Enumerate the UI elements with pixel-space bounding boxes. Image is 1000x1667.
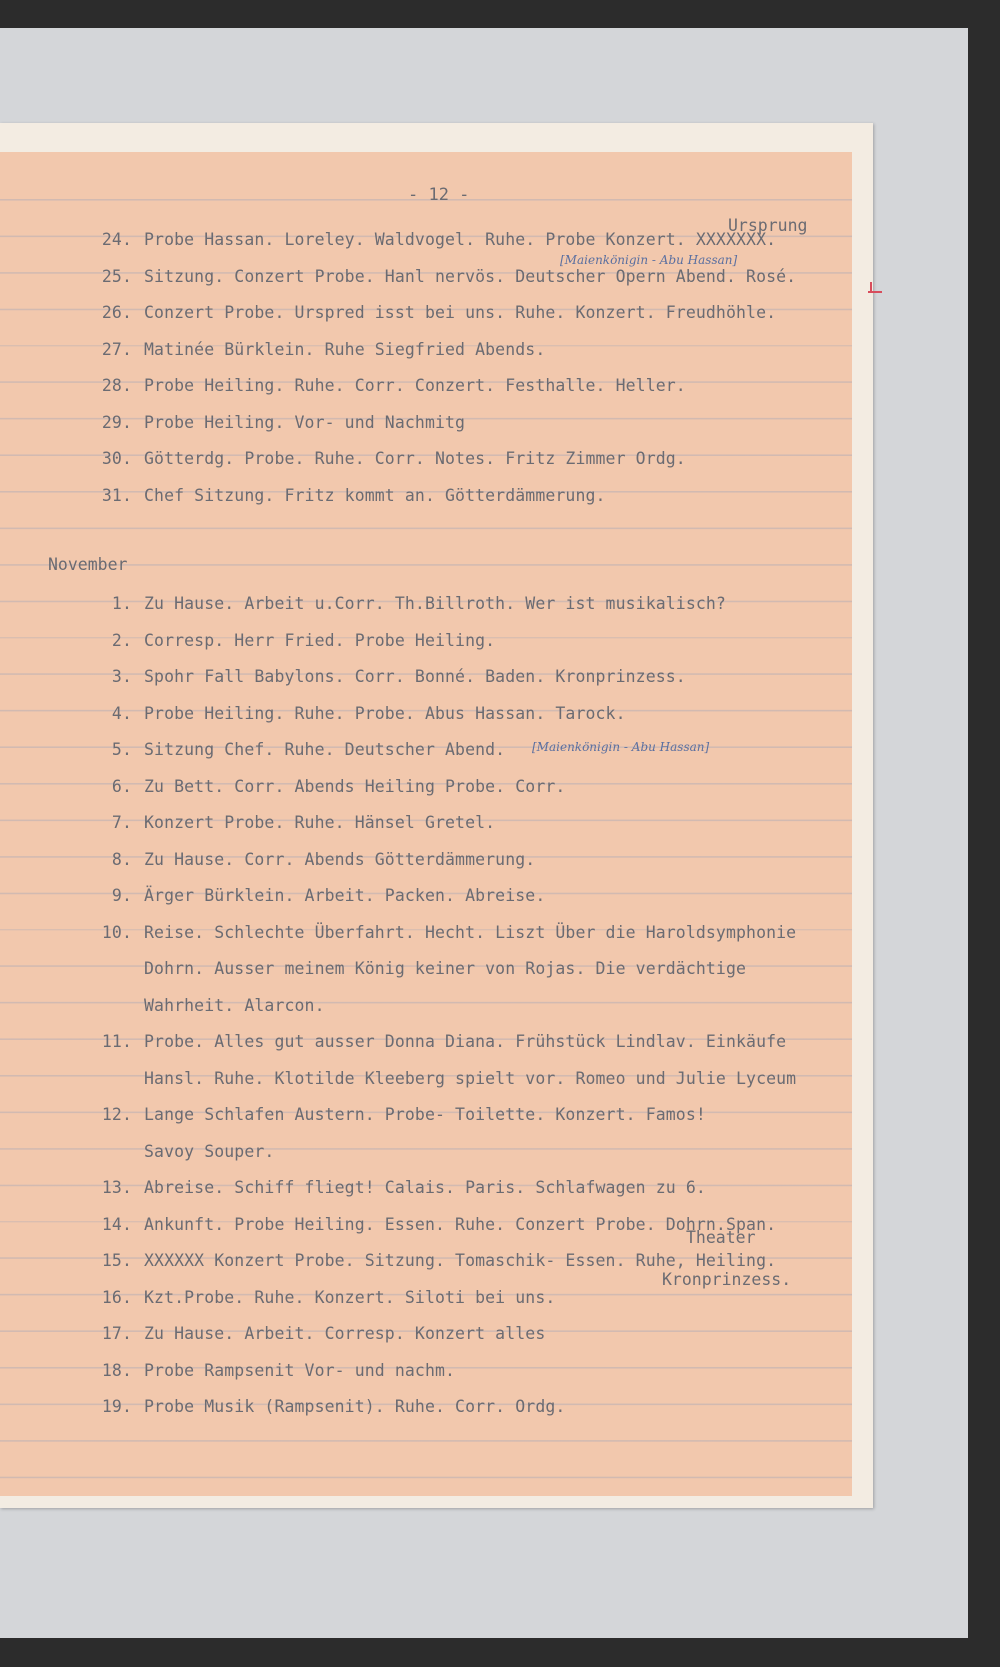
day-number: 4.	[111, 703, 132, 723]
entry-text: Reise. Schlechte Überfahrt. Hecht. Liszt Über die Haroldsymphonie	[144, 922, 797, 942]
entry-text: Probe Heiling. Ruhe. Corr. Conzert. Festhalle. Heller.	[144, 376, 686, 395]
entry-text: Ankunft. Probe Heiling. Essen. Ruhe. Conzert Probe. Dohrn.Span.	[144, 1214, 777, 1234]
diary-line	[0, 374, 960, 398]
diary-line	[0, 994, 960, 1018]
day-number: 8.	[111, 849, 132, 869]
day-number: 14.	[101, 1214, 132, 1234]
diary-line	[0, 1176, 960, 1200]
diary-line	[0, 811, 960, 835]
entry-text: Probe Heiling. Vor- und Nachmitg	[144, 412, 466, 432]
diary-line	[0, 884, 960, 908]
entry-text: Corresp. Herr Fried. Probe Heiling.	[144, 630, 496, 650]
day-number: 19.	[101, 1397, 132, 1416]
day-number: 5.	[111, 740, 132, 759]
entry-text: Matinée Bürklein. Ruhe Siegfried Abends.	[144, 339, 546, 359]
day-number: 27.	[101, 339, 132, 359]
diary-line	[0, 775, 960, 799]
handwritten-note-5: [Maienkönigin - Abu Hassan]	[532, 740, 710, 754]
entry-text: Lange Schlafen Austern. Probe- Toilette. Konzert. Famos!	[144, 1105, 706, 1124]
entry-text: Zu Hause. Arbeit. Corresp. Konzert alles	[144, 1324, 546, 1343]
entry-text: Dohrn. Ausser meinem König keiner von Rojas. Die verdächtige	[144, 959, 747, 978]
diary-line	[0, 228, 960, 252]
day-number: 6.	[111, 776, 132, 796]
entry-text: Kzt.Probe. Ruhe. Konzert. Siloti bei uns.	[144, 1287, 556, 1307]
diary-line	[0, 702, 960, 726]
diary-line	[0, 848, 960, 872]
handwritten-note-25: [Maienkönigin - Abu Hassan]	[560, 253, 738, 267]
diary-line	[0, 921, 960, 945]
entry-text: Savoy Souper.	[144, 1141, 275, 1161]
diary-line	[0, 1067, 960, 1091]
day-number: 31.	[101, 485, 132, 505]
entry-text: Ärger Bürklein. Arbeit. Packen. Abreise.	[144, 886, 546, 905]
entry-text: Zu Bett. Corr. Abends Heiling Probe. Corr.	[144, 776, 566, 796]
diary-line	[0, 1030, 960, 1054]
interlinear-kronprinzess: Kronprinzess.	[662, 1270, 792, 1289]
day-number: 26.	[101, 303, 132, 322]
diary-line	[0, 629, 960, 653]
day-number: 28.	[101, 376, 132, 395]
diary-line	[0, 1286, 960, 1310]
diary-line	[0, 484, 960, 508]
diary-line	[0, 447, 960, 471]
entry-text: Probe. Alles gut ausser Donna Diana. Frühstück Lindlav. Einkäufe	[144, 1032, 787, 1051]
day-number: 25.	[101, 266, 132, 286]
day-number: 24.	[101, 230, 132, 249]
month-heading: November	[48, 555, 128, 574]
diary-line	[0, 338, 960, 362]
diary-line	[0, 1359, 960, 1383]
day-number: 17.	[101, 1324, 132, 1343]
entry-text: Hansl. Ruhe. Klotilde Kleeberg spielt vor. Romeo und Julie Lyceum	[144, 1068, 797, 1088]
entry-text: Probe Heiling. Ruhe. Probe. Abus Hassan. Tarock.	[144, 703, 626, 723]
diary-line	[0, 1140, 960, 1164]
interlinear-theater: Theater	[686, 1228, 756, 1247]
entry-text: Spohr Fall Babylons. Corr. Bonné. Baden. Kronprinzess.	[144, 667, 686, 686]
day-number: 15.	[101, 1251, 132, 1270]
entry-text: Konzert Probe. Ruhe. Hänsel Gretel.	[144, 813, 496, 832]
day-number: 10.	[101, 922, 132, 942]
diary-line	[0, 1103, 960, 1127]
entry-text: XXXXXX Konzert Probe. Sitzung. Tomaschik- Essen. Ruhe, Heiling.	[144, 1251, 777, 1270]
day-number: 13.	[101, 1178, 132, 1197]
entry-text: Zu Hause. Arbeit u.Corr. Th.Billroth. Wer ist musikalisch?	[144, 594, 726, 613]
diary-line	[0, 265, 960, 289]
day-number: 11.	[101, 1032, 132, 1051]
page-number: - 12 -	[408, 185, 470, 205]
diary-line	[0, 1249, 960, 1273]
day-number: 9.	[111, 886, 132, 905]
entry-text: Probe Hassan. Loreley. Waldvogel. Ruhe. Probe Konzert. XXXXXXX.	[144, 230, 777, 249]
diary-line	[0, 301, 960, 325]
entry-text: Sitzung. Conzert Probe. Hanl nervös. Deutscher Opern Abend. Rosé.	[144, 266, 797, 286]
entry-text: Wahrheit. Alarcon.	[144, 995, 325, 1015]
entry-text: Probe Rampsenit Vor- und nachm.	[144, 1360, 456, 1380]
day-number: 18.	[101, 1360, 132, 1380]
diary-line	[0, 957, 960, 981]
entry-text: Zu Hause. Corr. Abends Götterdämmerung.	[144, 849, 536, 869]
entry-text: Probe Musik (Rampsenit). Ruhe. Corr. Ordg.	[144, 1397, 566, 1416]
entry-text: Sitzung Chef. Ruhe. Deutscher Abend.	[144, 740, 506, 759]
day-number: 16.	[101, 1287, 132, 1307]
diary-line	[0, 665, 960, 689]
day-number: 3.	[111, 667, 132, 686]
day-number: 1.	[111, 594, 132, 613]
day-number: 12.	[101, 1105, 132, 1124]
diary-line	[0, 1213, 960, 1237]
day-number: 7.	[111, 813, 132, 832]
day-number: 30.	[101, 449, 132, 468]
entry-text: Chef Sitzung. Fritz kommt an. Götterdämmerung.	[144, 485, 606, 505]
diary-line	[0, 1322, 960, 1346]
diary-line	[0, 738, 960, 762]
diary-line	[0, 411, 960, 435]
diary-line	[0, 1395, 960, 1419]
diary-line	[0, 592, 960, 616]
entry-text: Götterdg. Probe. Ruhe. Corr. Notes. Fritz Zimmer Ordg.	[144, 449, 686, 468]
day-number: 2.	[111, 630, 132, 650]
interlinear-ursprung: Ursprung	[728, 216, 808, 235]
entry-text: Conzert Probe. Urspred isst bei uns. Ruhe. Konzert. Freudhöhle.	[144, 303, 777, 322]
entry-text: Abreise. Schiff fliegt! Calais. Paris. Schlafwagen zu 6.	[144, 1178, 706, 1197]
day-number: 29.	[101, 412, 132, 432]
